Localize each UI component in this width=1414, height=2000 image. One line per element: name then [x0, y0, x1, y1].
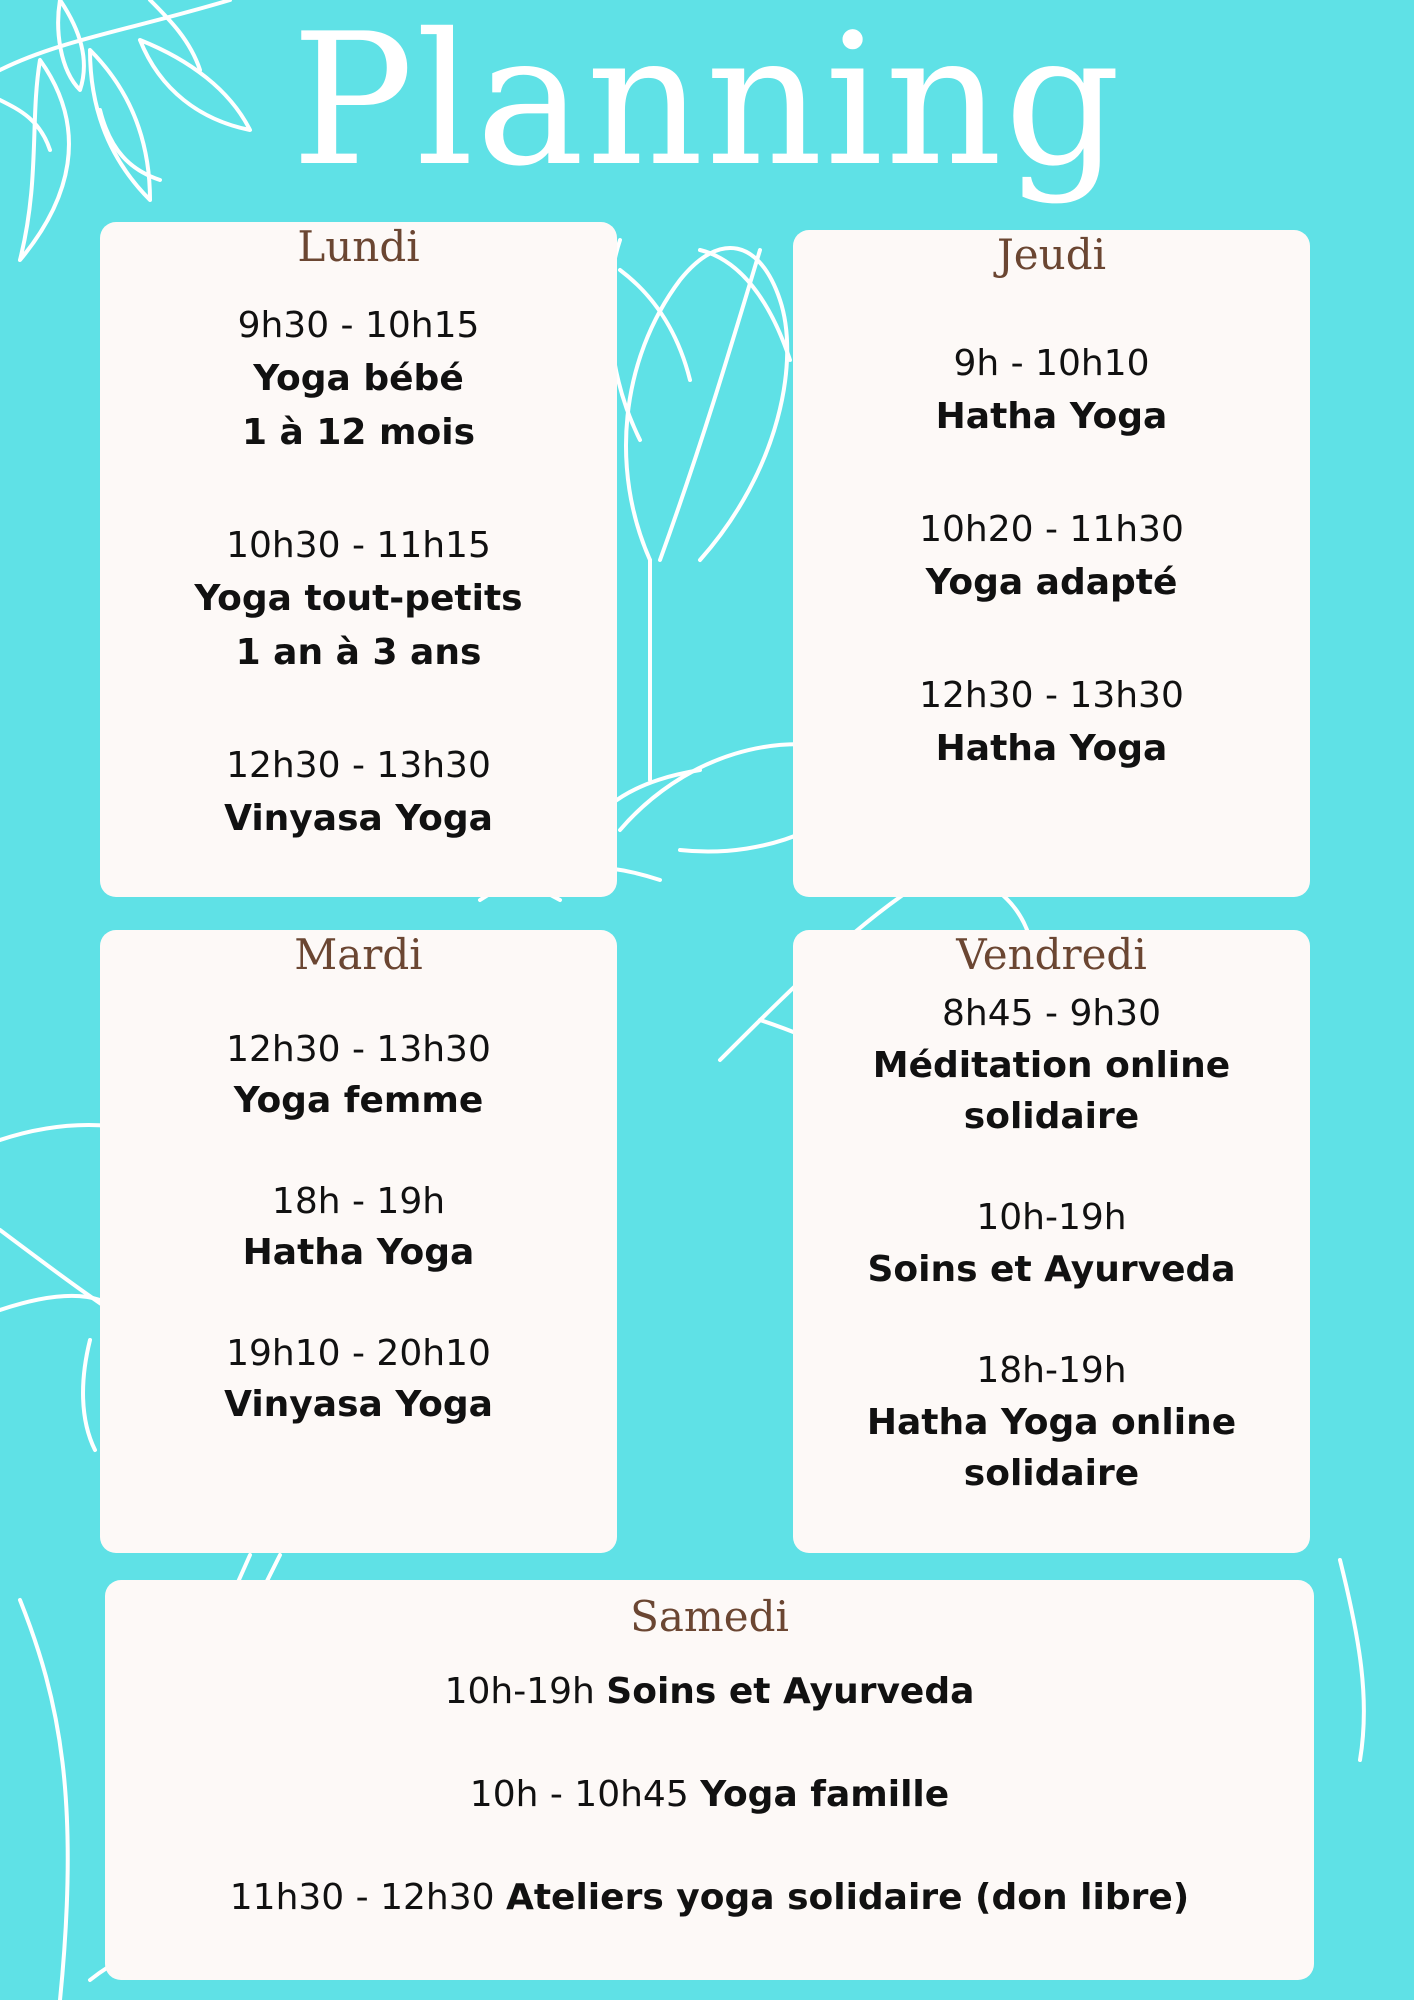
schedule-slot	[100, 1176, 617, 1278]
schedule-slot	[793, 1192, 1310, 1295]
card-jeudi	[793, 230, 1310, 897]
slot-time: 10h-19h	[976, 1197, 1127, 1238]
schedule-slot	[105, 1872, 1314, 1924]
slot-time: 10h20 - 11h30	[919, 509, 1184, 550]
slot-time: 19h10 - 20h10	[226, 1333, 491, 1374]
schedule-slot	[793, 1345, 1310, 1499]
page-title: Planning	[291, 0, 1123, 206]
slot-class: Hatha Yoga	[935, 396, 1168, 437]
slot-time: 12h30 - 13h30	[919, 675, 1184, 716]
slot-time: 12h30 - 13h30	[226, 745, 491, 786]
schedule-slot	[100, 520, 617, 680]
slot-class: Yoga famille	[700, 1774, 950, 1815]
slot-class: Hatha Yoga	[242, 1232, 475, 1273]
card-vendredi	[793, 930, 1310, 1553]
slot-class: Hatha Yoga	[935, 728, 1168, 769]
slot-time: 9h30 - 10h15	[237, 305, 480, 346]
slot-class: Vinyasa Yoga	[224, 798, 493, 839]
card-lundi	[100, 222, 617, 897]
slot-class: Vinyasa Yoga	[224, 1384, 493, 1425]
slot-time: 9h - 10h10	[953, 343, 1150, 384]
slot-class: Yoga tout-petits 1 an à 3 ans	[194, 578, 523, 673]
slot-class: Soins et Ayurveda	[867, 1249, 1236, 1290]
slot-class: Hatha Yoga online solidaire	[866, 1402, 1237, 1494]
day-heading: Lundi	[297, 222, 420, 271]
schedule-slot	[100, 1328, 617, 1430]
day-heading: Vendredi	[956, 930, 1147, 979]
slot-class: Yoga adapté	[925, 562, 1178, 603]
slot-time: 18h-19h	[976, 1350, 1127, 1391]
schedule-slot	[100, 740, 617, 846]
slot-class: Méditation online solidaire	[872, 1045, 1231, 1137]
schedule-slot	[793, 504, 1310, 610]
slot-time: 11h30 - 12h30	[229, 1877, 495, 1918]
day-heading: Samedi	[630, 1592, 789, 1641]
slot-time: 8h45 - 9h30	[942, 993, 1161, 1034]
schedule-slot	[100, 300, 617, 460]
day-heading: Mardi	[294, 930, 423, 979]
schedule-slot	[105, 1666, 1314, 1718]
card-samedi	[105, 1580, 1314, 1980]
slot-time: 18h - 19h	[271, 1181, 446, 1222]
card-mardi	[100, 930, 617, 1553]
schedule-slot	[793, 338, 1310, 444]
slot-time: 12h30 - 13h30	[226, 1029, 491, 1070]
schedule-slot	[793, 670, 1310, 776]
slot-class: Yoga femme	[233, 1080, 484, 1121]
slot-time: 10h-19h	[444, 1671, 595, 1712]
slot-time: 10h30 - 11h15	[226, 525, 491, 566]
schedule-slot	[105, 1769, 1314, 1821]
slot-time: 10h - 10h45	[469, 1774, 689, 1815]
schedule-slot	[100, 1024, 617, 1126]
slot-class: Yoga bébé 1 à 12 mois	[241, 358, 476, 453]
slot-class: Soins et Ayurveda	[606, 1671, 975, 1712]
slot-class: Ateliers yoga solidaire (don libre)	[505, 1877, 1190, 1918]
day-heading: Jeudi	[996, 230, 1107, 279]
schedule-slot	[793, 988, 1310, 1142]
